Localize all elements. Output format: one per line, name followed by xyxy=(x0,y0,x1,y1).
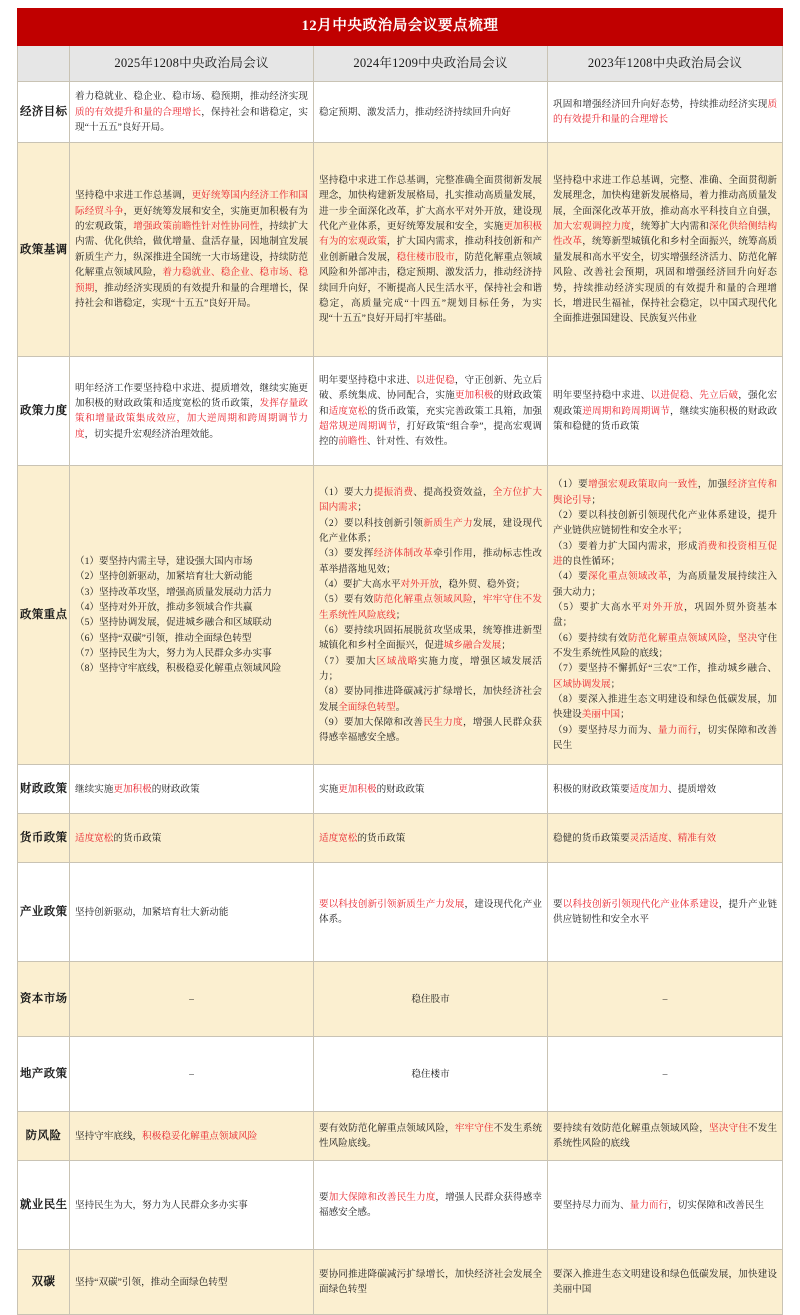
text-seg-0: 要坚持尽力而为、 xyxy=(553,1199,630,1211)
list-item-3-seg-0: （4）要扩大高水平 xyxy=(319,578,401,590)
cell-货币政策-y2023 xyxy=(548,814,783,863)
list-item xyxy=(553,631,777,662)
cell-政策力度-y2024 xyxy=(314,357,548,466)
list-item xyxy=(319,684,542,715)
cell-双碳-y2025 xyxy=(70,1250,314,1315)
text-seg-0: 坚持创新驱动，加紧培育壮大新动能 xyxy=(75,906,229,918)
cell-资本市场-y2024 xyxy=(314,962,548,1037)
text-seg-0: 着力稳就业、稳企业、稳市场、稳预期，推动经济实现 xyxy=(75,91,308,103)
text-seg-3: 稳住楼市股市 xyxy=(396,251,455,263)
list-item-7-seg-0: （8）坚持守牢底线，积极稳妥化解重点领域风险 xyxy=(75,663,282,675)
list-item-5-seg-1: 防范化解重点领域风险 xyxy=(627,632,728,644)
list-item-0-seg-4: ； xyxy=(357,502,367,514)
cell-政策基调-y2025 xyxy=(70,143,314,357)
text-seg-0: 要有效防范化解重点领域风险， xyxy=(319,1122,455,1134)
list-item xyxy=(319,485,542,516)
cell-政策重点-y2023 xyxy=(548,466,783,765)
text-seg-1: 质的有效提升和量的合理增长 xyxy=(553,98,778,126)
text-seg-2: ，提升产业链供应链韧性和安全水平 xyxy=(553,898,778,926)
list-item-3-seg-0: （4）要 xyxy=(553,571,589,583)
table-row xyxy=(18,1112,783,1161)
list-item-1-seg-2: 发展，建设现代化产业体系； xyxy=(319,517,543,544)
list-item-7-seg-0: （8）要协同推进降碳减污扩绿增长，加快经济社会发展 xyxy=(319,686,542,713)
list-item-0-seg-4: ； xyxy=(591,494,601,506)
list-item-6-seg-1: 区域战略 xyxy=(376,655,419,667)
text-seg-1: 质的有效提升和量的合理增长 xyxy=(75,106,202,118)
list-item-6-seg-1: 区域协调发展 xyxy=(553,678,611,690)
list-item-7-seg-0: （8）要深入推进生态文明建设和绿色低碳发展，加快建设 xyxy=(553,694,778,721)
table-row xyxy=(18,863,783,962)
list-item-0-seg-3: 经济宣传和舆论引导 xyxy=(553,479,778,506)
cell-政策重点-y2025 xyxy=(70,466,314,765)
text-seg-0: 稳健的货币政策要 xyxy=(553,832,630,844)
row-label-产业政策: 产业政策 xyxy=(18,863,70,962)
list-item xyxy=(553,539,777,570)
list-item-5-seg-0: （6）要持续巩固拓展脱贫攻坚成果，统筹推进新型城镇化和乡村全面振兴，促进 xyxy=(319,625,542,652)
list-item xyxy=(319,715,542,746)
cell-货币政策-y2024 xyxy=(314,814,548,863)
text-seg-0: – xyxy=(662,1068,668,1080)
text-seg-0: 适度宽松 xyxy=(319,832,358,844)
cell-财政政策-y2023 xyxy=(548,765,783,814)
list-item-0-seg-2: ，加强 xyxy=(697,479,728,491)
list-item-6-seg-0: （7）要坚持不懈抓好“三农”工作，推动城乡融合、 xyxy=(553,663,778,675)
text-seg-3: 逆周期和跨周期调节 xyxy=(582,405,670,417)
text-seg-3: 更加积极 xyxy=(454,390,494,402)
list-item xyxy=(319,623,542,654)
text-seg-0: 稳住股市 xyxy=(411,993,450,1005)
list-item-2-seg-1: 经济体制改革 xyxy=(373,548,434,560)
list-item-8-seg-2: ，增强人民群众获得感幸福感安全感。 xyxy=(319,717,543,744)
row-label-资本市场: 资本市场 xyxy=(18,962,70,1037)
cell-地产政策-y2023 xyxy=(548,1037,783,1112)
text-seg-0: 明年要坚持稳中求进、 xyxy=(553,390,651,402)
cell-防风险-y2023 xyxy=(548,1112,783,1161)
list-item-1-seg-1: 新质生产力 xyxy=(423,517,473,529)
text-seg-0: 明年经济工作要坚持稳中求进、提质增效，继续实施更加积极的财政政策和适度宽松的货币政策， xyxy=(75,382,308,409)
row-label-政策基调: 政策基调 xyxy=(18,143,70,357)
list-item-2-seg-2: 牵引作用，推动标志性改革举措落地见效； xyxy=(319,548,543,575)
text-seg-4: ，持续扩大内需、优化供给，做优增量、盘活存量，因地制宜发展新质生产力，纵深推进全国统一大市场建设，持续防范化解重点领域风险， xyxy=(75,221,309,279)
table-row xyxy=(18,814,783,863)
text-seg-1: 以进促稳 xyxy=(416,374,455,386)
list-item xyxy=(319,592,542,623)
table-row xyxy=(18,765,783,814)
text-seg-6: ，推动经济实现质的有效提升和量的合理增长，保持社会和谐稳定，实现“十五五”良好开局。 xyxy=(75,282,309,309)
list-item xyxy=(75,615,308,630)
list-item-6-seg-0: （7）要加大 xyxy=(319,655,377,667)
text-seg-2: 、提质增效 xyxy=(668,783,717,795)
list-item-7-seg-2: ； xyxy=(620,709,630,721)
text-seg-0: 稳住楼市 xyxy=(411,1068,450,1080)
list-item-0-seg-2: 、提高投资效益， xyxy=(413,486,493,498)
cell-资本市场-y2023 xyxy=(548,962,783,1037)
text-seg-6: 的货币政策，充实完善政策工具箱，加强 xyxy=(367,405,543,417)
table-body xyxy=(18,82,783,1315)
text-seg-0: 要 xyxy=(319,1191,329,1203)
table-row xyxy=(18,82,783,143)
text-seg-0: 积极的财政政策要 xyxy=(553,783,630,795)
list-item-2-seg-1: 消费和投资相互促进 xyxy=(553,540,778,567)
column-header-row xyxy=(18,46,783,82)
list-item xyxy=(553,661,777,692)
text-seg-0: 坚持稳中求进工作总基调，完整准确全面贯彻新发展理念，加快构建新发展格局，扎实推动高质量发展，进一步全面深化改革，扩大高水平对外开放，建设现代化产业体系，更好统筹发展和安全，实施 xyxy=(319,175,542,233)
text-seg-2: 不发生系统性风险的底线 xyxy=(553,1122,778,1150)
text-seg-0: 坚持稳中求进工作总基调，完整、准确、全面贯彻新发展理念，加快构建新发展格局，着力推动高质量发展，全面深化改革开放，推动高水平科技自立自强， xyxy=(553,175,778,217)
text-seg-0: 坚持稳中求进工作总基调， xyxy=(75,190,192,202)
list-item-3-seg-2: ，为高质量发展持续注入强大动力； xyxy=(553,571,778,598)
list-block xyxy=(75,554,308,677)
table-row xyxy=(18,962,783,1037)
list-item-2-seg-0: （3）要着力扩大国内需求，形成 xyxy=(553,540,698,552)
text-seg-0: 要协同推进降碳减污扩绿增长，加快经济社会发展全面绿色转型 xyxy=(319,1268,542,1296)
list-item-4-seg-4: ； xyxy=(395,609,406,621)
text-seg-0: 实施 xyxy=(319,783,339,795)
text-seg-1: 坚决守住 xyxy=(708,1122,748,1134)
text-seg-1: 牢牢守住 xyxy=(454,1122,494,1134)
text-seg-2: ，强化宏观政策 xyxy=(553,390,778,417)
title-row xyxy=(18,9,783,46)
table-row xyxy=(18,1161,783,1250)
text-seg-0: 要深入推进生态文明建设和绿色低碳发展，加快建设美丽中国 xyxy=(553,1268,778,1296)
list-item xyxy=(553,477,777,508)
header-corner xyxy=(18,46,70,82)
header-2023: 2023年1208中央政治局会议 xyxy=(548,46,783,82)
text-seg-4: 的财政政策和 xyxy=(319,390,543,417)
text-seg-7: 超常规逆周期调节 xyxy=(319,421,397,432)
list-item xyxy=(553,600,777,631)
list-block xyxy=(553,477,777,753)
list-item-4-seg-1: 防范化解重点领域风险 xyxy=(373,594,473,606)
text-seg-1: 更加积极 xyxy=(113,783,152,795)
table-row xyxy=(18,466,783,765)
cell-防风险-y2025 xyxy=(70,1112,314,1161)
cell-资本市场-y2025 xyxy=(70,962,314,1037)
text-seg-3: 深化供给侧结构性改革 xyxy=(553,221,778,248)
list-item-0-seg-3: 全方位扩大国内需求 xyxy=(319,486,543,514)
list-item xyxy=(553,569,777,600)
text-seg-8: ，打好政策“组合拳”，提高宏观调控的 xyxy=(319,421,542,448)
list-item-7-seg-2: 。 xyxy=(395,701,406,713)
cell-经济目标-y2024 xyxy=(314,82,548,143)
list-item-6-seg-2: 实施力度，增强区域发展活力； xyxy=(319,655,542,683)
list-item-2-seg-0: （3）坚持改革攻坚，增强高质量发展动力活力 xyxy=(75,586,272,598)
list-item-0-seg-1: 提振消费 xyxy=(373,486,414,498)
list-item-4-seg-2: ，巩固外贸外资基本盘； xyxy=(553,601,778,629)
list-item-0-seg-0: （1）要大力 xyxy=(319,486,374,498)
cell-地产政策-y2024 xyxy=(314,1037,548,1112)
list-block xyxy=(319,485,542,746)
row-label-政策重点: 政策重点 xyxy=(18,466,70,765)
cell-财政政策-y2024 xyxy=(314,765,548,814)
row-label-双碳: 双碳 xyxy=(18,1250,70,1315)
list-item xyxy=(75,554,308,569)
list-item-5-seg-2: ， xyxy=(727,632,738,644)
text-seg-0: – xyxy=(662,993,668,1005)
text-seg-2: ，扩大国内需求，推动科技创新和产业创新融合发展， xyxy=(319,236,543,263)
cell-产业政策-y2025 xyxy=(70,863,314,962)
text-seg-1: 更好统筹国内经济工作和国际经贸斗争 xyxy=(75,190,309,217)
cell-政策基调-y2024 xyxy=(314,143,548,357)
text-seg-0: 适度宽松 xyxy=(75,832,114,844)
header-2025: 2025年1208中央政治局会议 xyxy=(70,46,314,82)
text-seg-2: 不发生系统性风险底线。 xyxy=(319,1122,543,1150)
cell-货币政策-y2025 xyxy=(70,814,314,863)
list-item-4-seg-0: （5）坚持协调发展，促进城乡融合和区域联动 xyxy=(75,617,272,629)
list-item xyxy=(75,631,308,646)
text-seg-0: 要 xyxy=(553,898,563,910)
cell-产业政策-y2023 xyxy=(548,863,783,962)
cell-双碳-y2024 xyxy=(314,1250,548,1315)
text-seg-2: ，统筹扩大内需和 xyxy=(630,221,709,233)
page-title: 12月中央政治局会议要点梳理 xyxy=(18,9,783,46)
text-seg-1: 适度加力 xyxy=(629,783,669,795)
text-seg-2: 的财政政策 xyxy=(376,783,425,795)
row-label-财政政策: 财政政策 xyxy=(18,765,70,814)
text-seg-1: ，建设现代化产业体系。 xyxy=(319,898,543,926)
text-seg-2: ，守正创新、先立后破、系统集成、协同配合，实施 xyxy=(319,374,543,402)
list-item-0-seg-0: （1）要坚持内需主导，建设强大国内市场 xyxy=(75,555,253,567)
table-row xyxy=(18,143,783,357)
list-item xyxy=(75,569,308,584)
row-label-就业民生: 就业民生 xyxy=(18,1161,70,1250)
comparison-table xyxy=(17,8,783,1315)
cell-双碳-y2023 xyxy=(548,1250,783,1315)
list-item xyxy=(75,585,308,600)
list-item xyxy=(75,600,308,615)
list-item-5-seg-4: 守住不发生系统性风险的底线； xyxy=(553,632,778,660)
text-seg-4: ，防范化解重点领域风险和外部冲击，稳定预期、激发活力，推动经济持续回升向好，不断提高人民生活水平，保持社会和谐稳定，高质量完成“十四五”规划目标任务，为实现“十五五”良好开局打牢基础。 xyxy=(319,251,543,325)
list-item xyxy=(319,577,542,592)
table-row xyxy=(18,1037,783,1112)
text-seg-5: 适度宽松 xyxy=(328,405,368,417)
cell-政策重点-y2024 xyxy=(314,466,548,765)
list-item-1-seg-0: （2）要以科技创新引领现代化产业体系建设，提升产业链供应链韧性和安全水平； xyxy=(553,509,778,537)
list-item-1-seg-0: （2）要以科技创新引领 xyxy=(319,517,424,529)
text-seg-5: 着力稳就业、稳企业、稳市场、稳预期 xyxy=(75,267,309,294)
text-seg-1: 加大宏观调控力度 xyxy=(553,221,631,233)
cell-就业民生-y2023 xyxy=(548,1161,783,1250)
cell-政策力度-y2023 xyxy=(548,357,783,466)
row-label-防风险: 防风险 xyxy=(18,1112,70,1161)
text-seg-2: ，更好统筹发展和安全，实施更加积极有为的宏观政策， xyxy=(75,205,309,233)
list-item xyxy=(319,654,542,685)
text-seg-0: 稳定预期、激发活力，推动经济持续回升向好 xyxy=(319,106,511,118)
text-seg-1: 发挥存量政策和增量政策集成效应，加大逆周期和跨周期调节力度 xyxy=(75,397,309,440)
text-seg-3: 增强政策前瞻性针对性协同性 xyxy=(133,221,260,233)
text-seg-1: 灵活适度、精准有效 xyxy=(629,832,717,844)
cell-就业民生-y2024 xyxy=(314,1161,548,1250)
cell-政策基调-y2023 xyxy=(548,143,783,357)
list-item-5-seg-0: （6）坚持“双碳”引领，推动全面绿色转型 xyxy=(75,632,252,644)
text-seg-1: 更加积极有为的宏观政策 xyxy=(319,221,543,248)
row-label-政策力度: 政策力度 xyxy=(18,357,70,466)
list-item-8-seg-1: 量力而行 xyxy=(657,724,698,736)
text-seg-0: 要以科技创新引领新质生产力发展 xyxy=(319,898,465,910)
list-item-2-seg-0: （3）要发挥 xyxy=(319,548,374,560)
header-2024: 2024年1209中央政治局会议 xyxy=(314,46,548,82)
text-seg-0: 坚持民生为大，努力为人民群众多办实事 xyxy=(75,1199,248,1211)
text-seg-0: – xyxy=(189,1068,194,1080)
list-item-3-seg-0: （4）坚持对外开放，推动多领域合作共赢 xyxy=(75,601,253,613)
text-seg-1: 更加积极 xyxy=(338,783,377,795)
table-row xyxy=(18,357,783,466)
text-seg-2: ，切实保障和改善民生 xyxy=(668,1199,765,1211)
list-item xyxy=(75,646,308,661)
list-item-8-seg-2: ，切实保障和改善民生 xyxy=(553,724,778,752)
row-label-货币政策: 货币政策 xyxy=(18,814,70,863)
cell-财政政策-y2025 xyxy=(70,765,314,814)
list-item xyxy=(75,661,308,676)
text-seg-0: 继续实施 xyxy=(75,783,114,795)
text-seg-0: 巩固和增强经济回升向好态势，持续推动经济实现 xyxy=(553,98,768,110)
list-item-3-seg-2: ，稳外贸、稳外资； xyxy=(438,578,526,590)
cell-地产政策-y2025 xyxy=(70,1037,314,1112)
list-item-4-seg-0: （5）要有效 xyxy=(319,594,374,606)
list-item xyxy=(553,723,777,754)
text-seg-1: 量力而行 xyxy=(629,1199,669,1211)
cell-政策力度-y2025 xyxy=(70,357,314,466)
text-seg-10: 、针对性、有效性。 xyxy=(366,436,454,448)
list-item-4-seg-2: ， xyxy=(472,594,483,606)
list-item-0-seg-0: （1）要 xyxy=(553,479,589,491)
table-header xyxy=(18,9,783,82)
table-row xyxy=(18,1250,783,1315)
list-item-3-seg-1: 深化重点领域改革 xyxy=(588,571,668,583)
cell-就业民生-y2025 xyxy=(70,1161,314,1250)
list-item-6-seg-0: （7）坚持民生为大，努力为人民群众多办实事 xyxy=(75,648,272,660)
list-item-4-seg-0: （5）要扩大高水平 xyxy=(553,601,643,613)
text-seg-9: 前瞻性 xyxy=(338,436,367,448)
list-item-7-seg-1: 全面绿色转型 xyxy=(338,701,396,713)
list-item-5-seg-0: （6）要持续有效 xyxy=(553,632,628,644)
text-seg-2: 的财政政策 xyxy=(151,783,200,795)
list-item xyxy=(553,508,777,539)
cell-经济目标-y2023 xyxy=(548,82,783,143)
text-seg-1: 以科技创新引领现代化产业体系建设 xyxy=(562,898,719,910)
cell-经济目标-y2025 xyxy=(70,82,314,143)
list-item xyxy=(553,692,777,723)
row-label-经济目标: 经济目标 xyxy=(18,82,70,143)
row-label-地产政策: 地产政策 xyxy=(18,1037,70,1112)
list-item xyxy=(319,516,542,547)
list-item-4-seg-1: 对外开放 xyxy=(642,601,684,613)
list-item-6-seg-2: ； xyxy=(610,678,621,690)
text-seg-0: 坚持守牢底线， xyxy=(75,1130,143,1142)
list-item-7-seg-1: 美丽中国 xyxy=(581,709,621,721)
text-seg-1: 的货币政策 xyxy=(357,832,406,844)
text-seg-2: ，切实提升宏观经济治理效能。 xyxy=(84,428,219,440)
text-seg-2: 重点领域风险 xyxy=(199,1130,258,1142)
text-seg-2: ，增强人民群众获得感幸福感安全感。 xyxy=(319,1191,543,1219)
text-seg-0: 坚持“双碳”引领，推动全面绿色转型 xyxy=(75,1276,228,1288)
list-item xyxy=(319,546,542,577)
text-seg-0: 明年要坚持稳中求进、 xyxy=(319,374,417,386)
text-seg-0: 要持续有效防范化解重点领域风险， xyxy=(553,1122,709,1134)
list-item-1-seg-0: （2）坚持创新驱动，加紧培育壮大新动能 xyxy=(75,571,253,583)
cell-产业政策-y2024 xyxy=(314,863,548,962)
list-item-5-seg-2: ； xyxy=(501,640,511,652)
list-item-8-seg-1: 民生力度 xyxy=(423,717,463,729)
list-item-5-seg-3: 坚决 xyxy=(737,632,758,644)
cell-防风险-y2024 xyxy=(314,1112,548,1161)
list-item-0-seg-1: 增强宏观政策取向一致性 xyxy=(588,479,698,491)
list-item-4-seg-3: 牢牢守住不发生系统性风险底线 xyxy=(319,594,543,621)
list-item-3-seg-1: 对外开放 xyxy=(400,578,439,590)
text-seg-1: 加大保障和改善民生力度 xyxy=(328,1191,436,1203)
list-item-8-seg-0: （9）要坚持尽力而为、 xyxy=(553,724,658,736)
text-seg-1: 以进促稳、先立后破 xyxy=(650,390,739,402)
list-item-2-seg-2: 的良性循环； xyxy=(562,555,621,567)
text-seg-1: 的货币政策 xyxy=(113,832,162,844)
text-seg-2: ，保持社会和谐稳定，实现“十五五”良好开局。 xyxy=(75,106,309,133)
list-item-5-seg-1: 城乡融合发展 xyxy=(443,640,502,652)
text-seg-1: 积极稳妥化解 xyxy=(142,1130,200,1142)
text-seg-0: – xyxy=(189,993,194,1005)
text-seg-4: ，继续实施积极的财政政策和稳健的货币政策 xyxy=(553,405,778,432)
text-seg-4: ，统筹新型城镇化和乡村全面振兴，统筹高质量发展和高水平安全，切实增强经济活力、防范化解风险、改善社会预期，巩固和增强经济回升向好态势，持续推动经济实现质的有效提升和量的合理增长，增进民生福祉，保持社会稳定，以中国式现代化全面推进强国建设、民族复兴伟业 xyxy=(553,236,778,325)
list-item-8-seg-0: （9）要加大保障和改善 xyxy=(319,717,424,729)
